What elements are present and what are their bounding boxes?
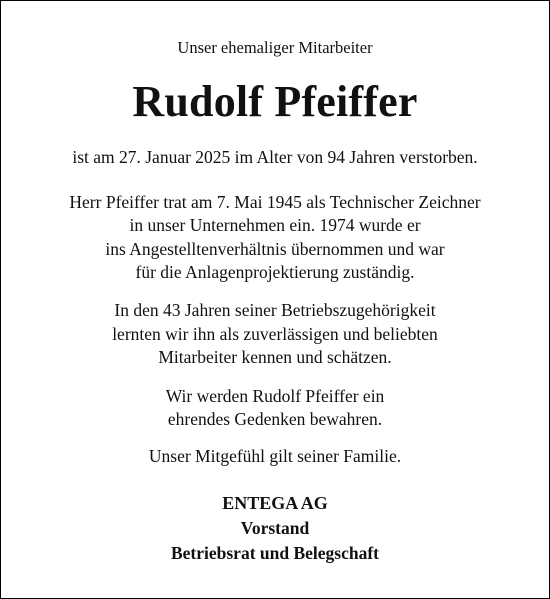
tenure-line-3: Mitarbeiter kennen und schätzen. [158, 347, 392, 367]
memory-line-2: ehrendes Gedenken bewahren. [167, 409, 383, 429]
intro-line: Unser ehemaliger Mitarbeiter [177, 38, 373, 57]
career-line-3: ins Angestelltenverhältnis übernommen und war [105, 239, 445, 259]
memory-line-1: Wir werden Rudolf Pfeiffer ein [165, 386, 385, 406]
career-line-2: in unser Unternehmen ein. 1974 wurde er [129, 215, 421, 235]
signature-board: Vorstand [240, 518, 310, 538]
death-announcement: ist am 27. Januar 2025 im Alter von 94 Jahren verstorben. [72, 147, 478, 167]
condolence-line: Unser Mitgefühl gilt seiner Familie. [148, 446, 402, 466]
career-line-1: Herr Pfeiffer trat am 7. Mai 1945 als Technischer Zeichner [69, 192, 481, 212]
signature-company: ENTEGA AG [222, 493, 328, 513]
deceased-name: Rudolf Pfeiffer [132, 77, 418, 126]
career-line-4: für die Anlagenprojektierung zuständig. [135, 262, 415, 282]
tenure-line-1: In den 43 Jahren seiner Betriebszugehörigkeit [114, 300, 436, 320]
tenure-line-2: lernten wir ihn als zuverlässigen und beliebten [112, 324, 438, 344]
signature-council: Betriebsrat und Belegschaft [170, 543, 380, 563]
